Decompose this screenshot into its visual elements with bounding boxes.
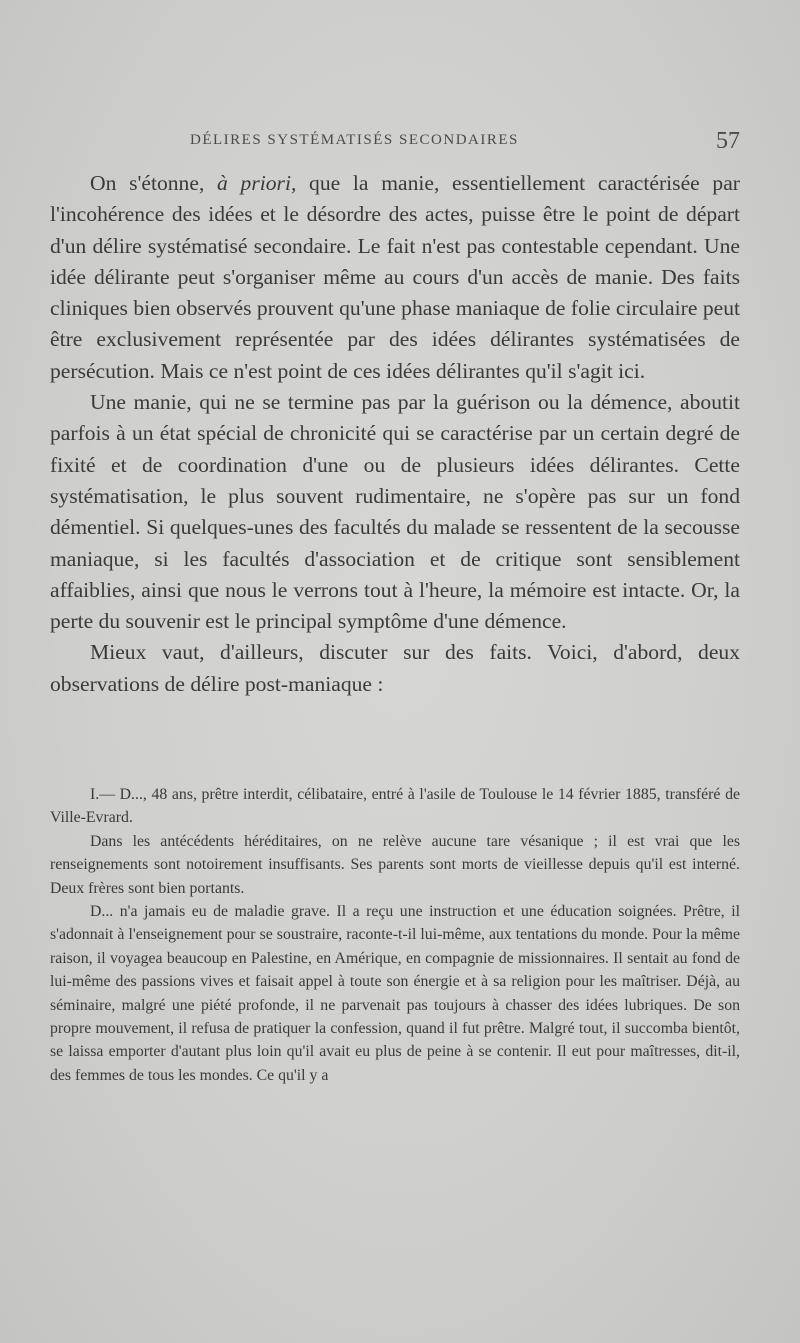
paragraph-2: Une manie, qui ne se termine pas par la guérison ou la démence, aboutit parfois à un état spécial de chronicité qui se caractérise par un certain degré de fixité et de coordination d'une ou de plusieurs idées délirantes. Cette systématisation, le plus souvent rudimentaire, ne s'opère pas sur un fond démentiel. Si quelques-unes des facultés du malade se ressentent de la secousse maniaque, si les facultés d'association et de critique sont sensiblement affaiblies, ainsi que nous le verrons tout à l'heure, la mémoire est intacte. Or, la perte du souvenir est le principal symptôme d'une démence.: [50, 390, 740, 634]
paragraph-3: Mieux vaut, d'ailleurs, discuter sur des faits. Voici, d'abord, deux observations de délire post-maniaque :: [50, 640, 740, 696]
observation-paragraph-3: D... n'a jamais eu de maladie grave. Il a reçu une instruction et une éducation soignées. Prêtre, il s'adonnait à l'enseignement pour se soustraire, raconte-t-il lui-même, aux tentations du monde. Pour la même raison, il voyagea beaucoup en Palestine, en Amérique, en compagnie de missionnaires. Il sentait au fond de lui-même des passions vives et faisait appel à toute son énergie et à sa religion pour les maîtriser. Déjà, au séminaire, malgré une piété profonde, il ne parvenait pas toujours à chasser des idées lubriques. De son propre mouvement, il refusa de pratiquer la confession, quand il fut prêtre. Malgré tout, il succomba bientôt, se laissa emporter d'autant plus loin qu'il avait eu plus de peine à se contenir. Il eut pour maîtresses, dit-il, des femmes de tous les mondes. Ce qu'il y a: [50, 903, 740, 1084]
italic-phrase: à priori,: [217, 171, 297, 195]
main-text: [50, 168, 740, 700]
paragraph-1-rest: que la manie, essentiellement caractérisée par l'incohérence des idées et le désordre des actes, puisse être le point de départ d'un délire systématisé secondaire. Le fait n'est pas contestable cependant. Une idée délirante peut s'organiser même au cours d'un accès de manie. Des faits cliniques bien observés prouvent qu'une phase maniaque de folie circulaire peut être exclusivement représentée par des idées délirantes systématisées de persécution. Mais ce n'est point de ces idées délirantes qu'il s'agit ici.: [50, 171, 740, 383]
observation-paragraph-2: Dans les antécédents héréditaires, on ne relève aucune tare vésanique ; il est vrai que les renseignements sont notoirement insuffisants. Ses parents sont morts de vieillesse depuis qu'il est interné. Deux frères sont bien portants.: [50, 832, 740, 897]
paragraph-1-start: On s'étonne,: [90, 171, 218, 195]
page-number: 57: [716, 128, 740, 154]
running-title: DÉLIRES SYSTÉMATISÉS SECONDAIRES: [190, 132, 519, 148]
observation-paragraph-1: I.— D..., 48 ans, prêtre interdit, célibataire, entré à l'asile de Toulouse le 14 février 1885, transféré de Ville-Evrard.: [50, 786, 740, 827]
paragraph-1: [50, 168, 740, 387]
observation-text: [50, 783, 740, 1087]
page-header: [50, 128, 740, 158]
